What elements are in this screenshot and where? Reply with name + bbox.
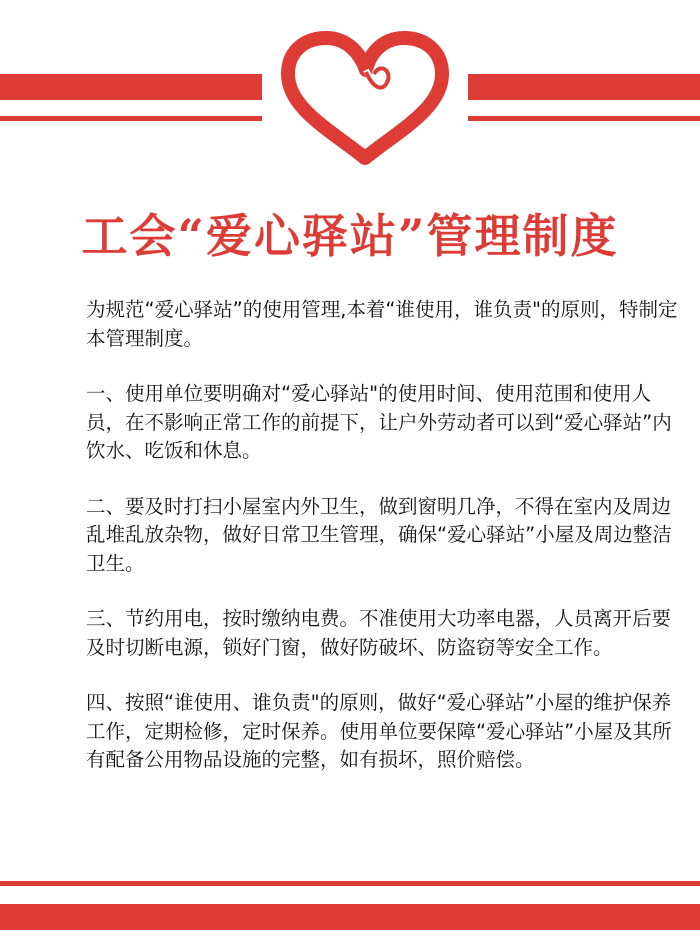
rule-paragraph-2: 二、要及时打扫小屋室内外卫生，做到窗明几净，不得在室内及周边乱堆乱放杂物，做好日常卫生管理，确保“爱心驿站”小屋及周边整洁卫生。 <box>86 494 672 575</box>
rule-paragraph-3: 三、节约用电，按时缴纳电费。不准使用大功率电器，人员离开后要及时切断电源，锁好门窗，做好防破坏、防盗窃等安全工作。 <box>86 607 672 659</box>
intro-paragraph: 为规范“爱心驿站”的使用管理,本着“谁使用，谁负责"的原则，特制定本管理制度。 <box>86 298 678 350</box>
body-text <box>86 296 680 802</box>
top-band-left <box>0 74 262 100</box>
rule-paragraph-4: 四、按照“谁使用、谁负责"的原则，做好“爱心驿站”小屋的维护保养工作，定期检修，定时保养。使用单位要保障“爱心驿站”小屋及其所有配备公用物品设施的完整，如有损坏，照价赔偿。 <box>86 691 672 771</box>
top-thin-line-right <box>468 116 700 121</box>
top-thin-line-left <box>0 116 262 121</box>
heart-ribbon-icon <box>270 30 460 170</box>
top-band-right <box>468 74 700 100</box>
bottom-thin-line <box>0 881 700 886</box>
page-title: 工会“爱心驿站”管理制度 <box>81 209 619 263</box>
bottom-band <box>0 904 700 930</box>
rule-paragraph-1: 一、使用单位要明确对“爱心驿站"的使用时间、使用范围和使用人员，在不影响正常工作的前提下，让户外劳动者可以到“爱心驿站”内饮水、吃饭和休息。 <box>86 382 672 462</box>
